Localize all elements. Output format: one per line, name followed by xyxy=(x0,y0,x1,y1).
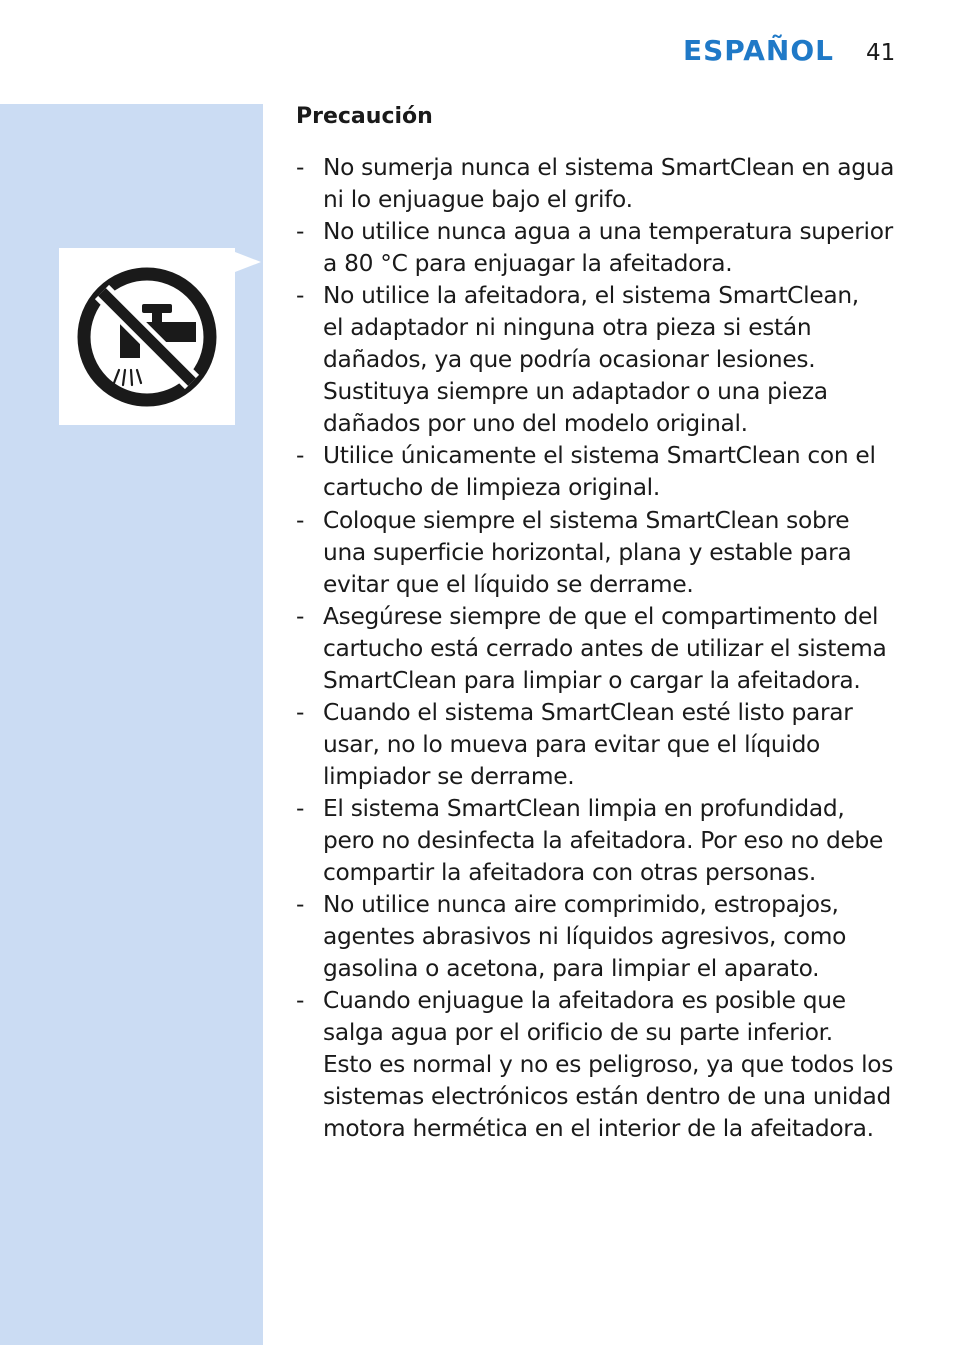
caution-line: Asegúrese siempre de que el compartimento del xyxy=(323,602,879,630)
caution-list xyxy=(296,152,896,1145)
sidebar-panel xyxy=(0,104,263,1345)
caution-line: No utilice la afeitadora, el sistema SmartClean, xyxy=(323,282,859,310)
caution-line: motora hermética en el interior de la afeitadora. xyxy=(323,1115,874,1143)
caution-line: evitar que el líquido se derrame. xyxy=(323,570,694,598)
caution-line: Sustituya siempre un adaptador o una pieza xyxy=(323,378,828,406)
caution-line: sistemas electrónicos están dentro de una unidad xyxy=(323,1083,891,1111)
page-number: 41 xyxy=(866,40,896,66)
caution-line: Esto es normal y no es peligroso, ya que todos los xyxy=(323,1051,894,1079)
caution-line: SmartClean para limpiar o cargar la afeitadora. xyxy=(323,666,861,694)
caution-line: agentes abrasivos ni líquidos agresivos, como xyxy=(323,923,847,951)
caution-line: gasolina o acetona, para limpiar el aparato. xyxy=(323,955,820,983)
caution-item xyxy=(296,505,896,601)
caution-line: salga agua por el orificio de su parte inferior. xyxy=(323,1019,833,1047)
bullet-dash: - xyxy=(296,154,305,181)
section-title: Precaución xyxy=(296,104,433,129)
caution-line: limpiador se derrame. xyxy=(323,762,575,790)
bullet-dash: - xyxy=(296,602,305,630)
caution-line: No utilice nunca agua a una temperatura superior xyxy=(323,218,893,246)
caution-line: compartir la afeitadora con otras personas. xyxy=(323,859,816,887)
bullet-dash: - xyxy=(296,506,305,534)
caution-line: a 80 °C para enjuagar la afeitadora. xyxy=(323,250,733,278)
caution-line: usar, no lo mueva para evitar que el líquido xyxy=(323,730,821,758)
caution-item xyxy=(296,793,896,889)
bullet-dash: - xyxy=(296,698,305,726)
icon-pointer-arrow xyxy=(235,252,261,272)
caution-item xyxy=(296,280,896,440)
caution-line: ni lo enjuague bajo el grifo. xyxy=(323,186,633,214)
caution-line: No utilice nunca aire comprimido, estropajos, xyxy=(323,891,839,919)
caution-item xyxy=(296,889,896,985)
caution-item xyxy=(296,985,896,1145)
caution-line: Cuando enjuague la afeitadora es posible que xyxy=(323,987,846,1015)
bullet-dash: - xyxy=(296,282,305,310)
caution-line: dañados, ya que podría ocasionar lesiones. xyxy=(323,346,816,374)
caution-line: pero no desinfecta la afeitadora. Por eso no debe xyxy=(323,826,884,854)
caution-line: cartucho está cerrado antes de utilizar el sistema xyxy=(323,634,887,662)
caution-item xyxy=(296,601,896,697)
caution-item xyxy=(296,216,896,280)
bullet-dash: - xyxy=(296,891,305,919)
caution-item xyxy=(296,152,896,216)
caution-line: No sumerja nunca el sistema SmartClean en agua xyxy=(323,154,895,181)
caution-item xyxy=(296,440,896,504)
caution-line: Utilice únicamente el sistema SmartClean con el xyxy=(323,442,876,470)
caution-line: el adaptador ni ninguna otra pieza si están xyxy=(323,314,812,342)
caution-line: una superficie horizontal, plana y estable para xyxy=(323,538,852,566)
caution-line: El sistema SmartClean limpia en profundidad, xyxy=(323,794,845,822)
language-heading: ESPAÑOL xyxy=(683,34,834,67)
caution-item xyxy=(296,697,896,793)
caution-line: Cuando el sistema SmartClean esté listo parar xyxy=(323,698,853,726)
bullet-dash: - xyxy=(296,442,305,470)
no-rinsing-under-tap-icon xyxy=(76,266,218,408)
caution-line: cartucho de limpieza original. xyxy=(323,474,660,502)
warning-icon-box xyxy=(59,248,235,425)
bullet-dash: - xyxy=(296,987,305,1015)
caution-line: dañados por uno del modelo original. xyxy=(323,410,748,438)
caution-line: Coloque siempre el sistema SmartClean sobre xyxy=(323,506,850,534)
bullet-dash: - xyxy=(296,794,305,822)
bullet-dash: - xyxy=(296,218,305,246)
